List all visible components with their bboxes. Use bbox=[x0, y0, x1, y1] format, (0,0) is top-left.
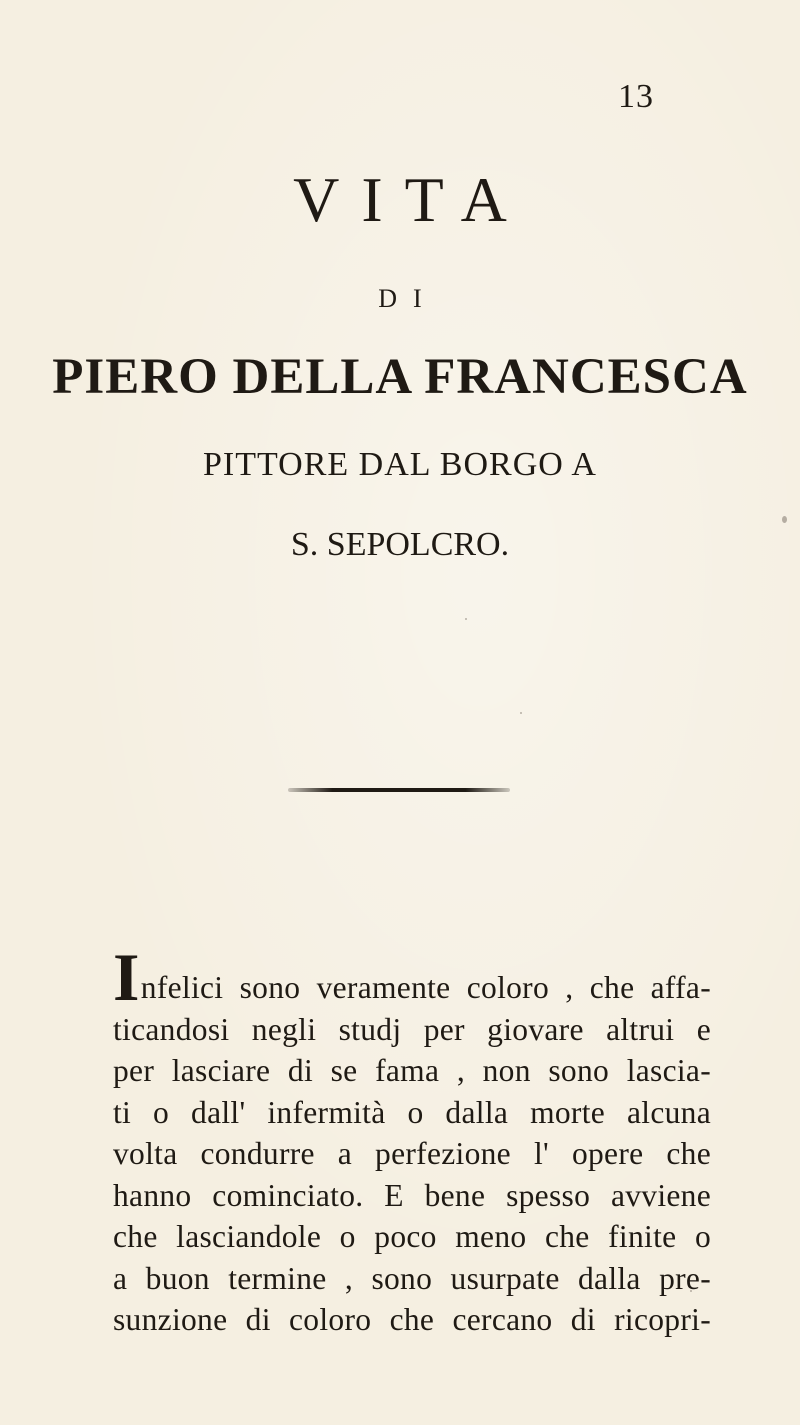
text-line: per lasciare di se fama , non sono lascia- bbox=[113, 1053, 711, 1088]
chapter-heading: VITA bbox=[293, 164, 529, 235]
heading-preposition: DI bbox=[378, 284, 438, 313]
text-line: hanno cominciato. E bene spesso avviene bbox=[113, 1177, 711, 1213]
section-divider-rule bbox=[288, 788, 510, 792]
text-line: Infelici sono veramente coloro , che affa- bbox=[113, 939, 711, 1015]
text-line: ti o dall' infermità o dalla morte alcuna bbox=[113, 1094, 711, 1130]
text-line: volta condurre a perfezione l' opere che bbox=[113, 1136, 711, 1171]
body-paragraph bbox=[113, 939, 711, 1341]
drop-cap: I bbox=[113, 939, 140, 1015]
text-line: che lasciandole o poco meno che finite o bbox=[113, 1219, 711, 1254]
text-line: a buon termine , sono usurpate dalla pre- bbox=[113, 1260, 711, 1296]
subtitle-line-2: S. SEPOLCRO. bbox=[290, 526, 510, 563]
subtitle-line-1: PITTORE DAL BORGO A bbox=[203, 446, 597, 483]
text-line: sunzione di coloro che cercano di ricopri- bbox=[113, 1302, 711, 1337]
page-number: 13 bbox=[618, 78, 654, 115]
text-line: ticandosi negli studj per giovare altrui e bbox=[113, 1011, 711, 1047]
subject-name: PIERO DELLA FRANCESCA bbox=[52, 349, 748, 405]
